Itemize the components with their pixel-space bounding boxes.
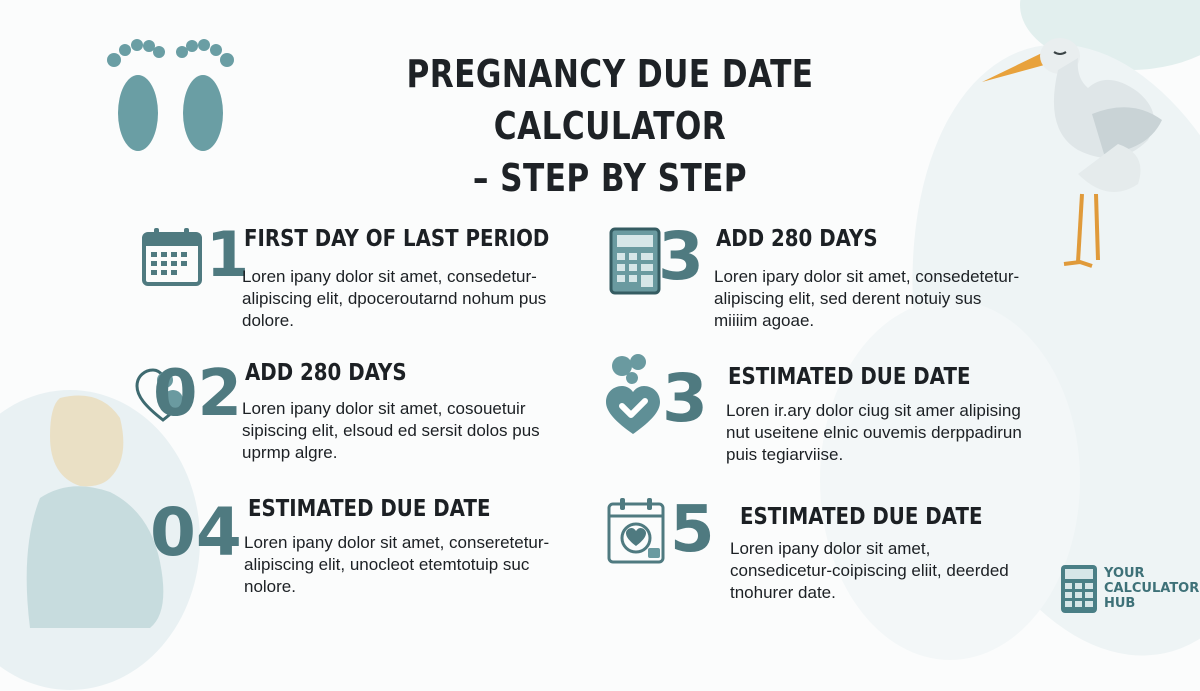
step-number: 5 bbox=[670, 493, 715, 567]
step-card bbox=[135, 357, 555, 480]
step-badge bbox=[140, 218, 250, 316]
step-card bbox=[140, 218, 560, 346]
step-badge bbox=[150, 494, 250, 584]
step-description: Loren ir.ary dolor ciug sit amer alipising nut useitene elnic ouvemis derppadirun puis tegiarviise. bbox=[726, 401, 1022, 464]
step-badge bbox=[606, 493, 715, 586]
logo-line-2: CALCULATOR bbox=[1104, 581, 1200, 596]
step-heading: FIRST DAY OF LAST PERIOD bbox=[244, 226, 550, 252]
baby-feet-icon bbox=[98, 28, 248, 153]
logo-line-1: YOUR bbox=[1104, 566, 1145, 581]
step-description: Loren ipany dolor sit amet, conseretetur-alipiscing elit, unocleot etemtotuip suc nolore. bbox=[244, 533, 550, 596]
step-description: Loren ipary dolor sit amet, consedetetur-alipiscing elit, sed derent notuiy sus miiiim agoae. bbox=[714, 267, 1020, 330]
calendar-heart-icon bbox=[606, 496, 666, 566]
title-line-2: – STEP BY STEP bbox=[472, 156, 748, 200]
step-card bbox=[604, 352, 1024, 472]
step-description: Loren ipany dolor sit amet, cosouetuir sipiscing elit, elsoud ed sersit dolos pus uprmp algre. bbox=[242, 399, 540, 462]
brand-logo bbox=[1060, 564, 1200, 614]
calendar-icon bbox=[140, 226, 204, 288]
step-description: Loren ipany dolor sit amet, consedetur-alipiscing elit, dpoceroutarnd nohum pus dolore. bbox=[242, 267, 547, 330]
step-heading: ESTIMATED DUE DATE bbox=[728, 364, 971, 390]
step-card bbox=[150, 494, 570, 614]
title-line-1: PREGNANCY DUE DATE CALCULATOR bbox=[406, 52, 814, 148]
step-heading: ADD 280 DAYS bbox=[716, 226, 878, 252]
step-number: 1 bbox=[206, 218, 250, 291]
step-card bbox=[606, 493, 1026, 616]
step-card bbox=[608, 218, 1028, 346]
step-description: Loren ipany dolor sit amet, consedicetur-coipiscing eliit, deerded tnohurer date. bbox=[730, 539, 1009, 602]
step-heading: ADD 280 DAYS bbox=[245, 360, 407, 386]
step-heading: ESTIMATED DUE DATE bbox=[248, 496, 491, 522]
page-title bbox=[307, 48, 914, 204]
step-badge bbox=[604, 352, 708, 442]
step-number: 3 bbox=[658, 218, 704, 295]
step-badge bbox=[135, 357, 243, 450]
step-badge bbox=[608, 218, 708, 316]
step-number: 3 bbox=[662, 360, 708, 437]
logo-text bbox=[1104, 566, 1199, 611]
step-number: 04 bbox=[150, 494, 242, 571]
step-heading: ESTIMATED DUE DATE bbox=[740, 504, 983, 530]
heart-check-icon bbox=[604, 352, 662, 436]
step-number: 02 bbox=[153, 357, 243, 431]
calculator-icon bbox=[608, 226, 662, 296]
logo-line-3: HUB bbox=[1104, 596, 1136, 611]
calculator-logo-icon bbox=[1060, 564, 1098, 614]
